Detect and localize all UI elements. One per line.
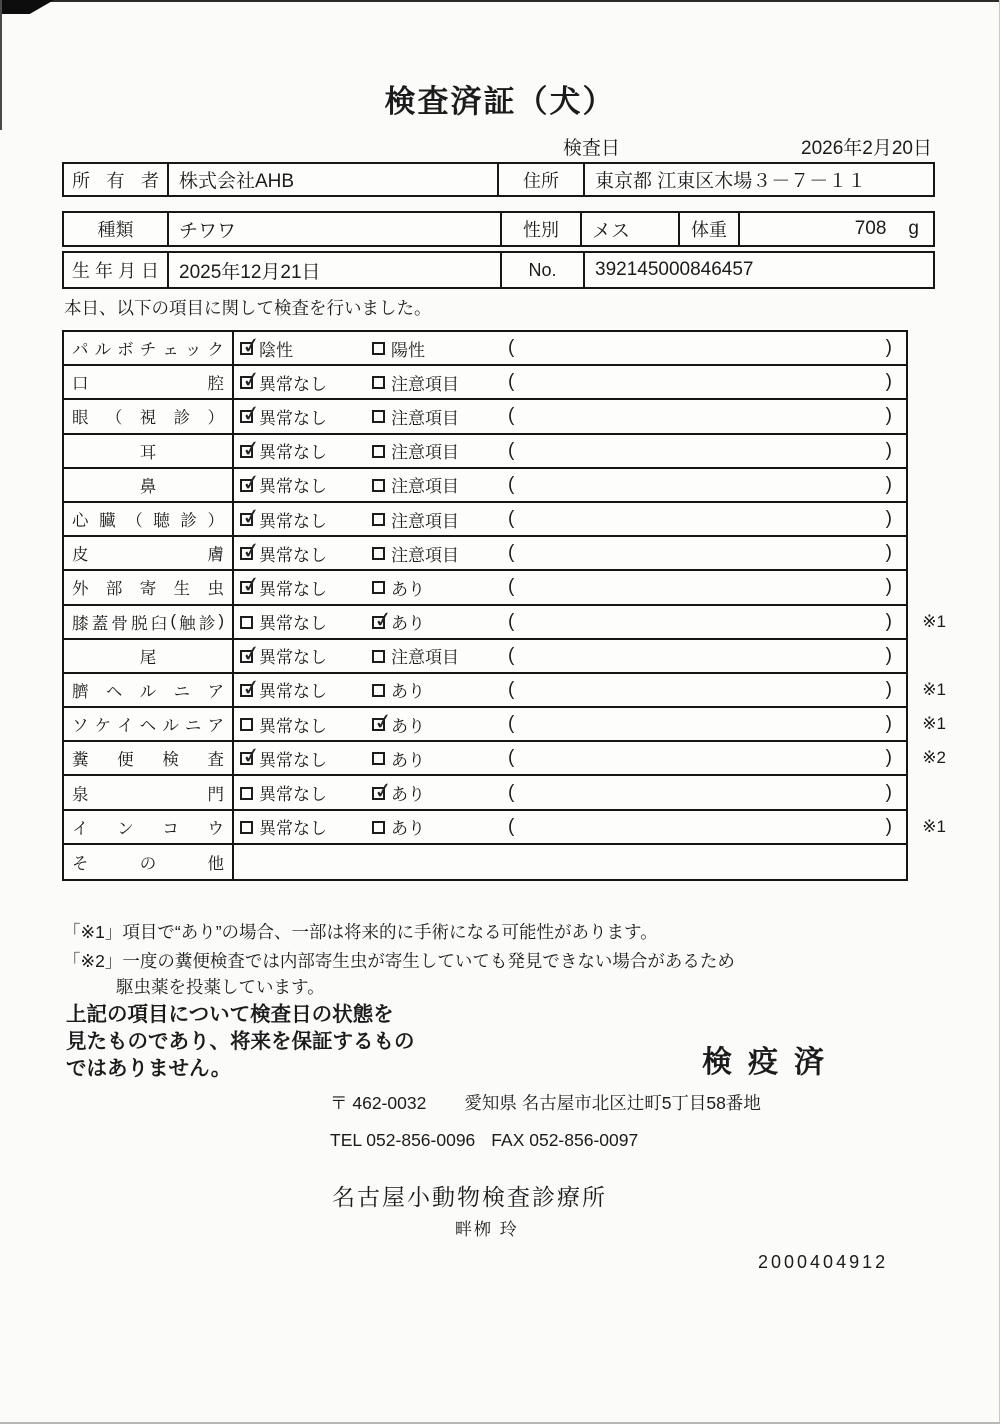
option-2-label: 注意項目 [391,511,459,531]
checkbox-unchecked [372,650,385,663]
birthdate-label-cell [64,253,169,287]
check-mark: ✓ [240,434,263,462]
option-1-label: 異常なし [259,648,327,668]
option-2-label: あり [391,579,425,599]
item-result [234,332,906,364]
owner-label-cell [64,164,169,195]
option-2-label: 注意項目 [391,545,459,565]
remarks-field: ( ) [508,337,892,359]
option-1-label: 異常なし [259,477,327,497]
scan-edge-top [0,0,1000,2]
quarantine-stamp: 検疫済 [702,1046,840,1079]
disclaimer-line-3: ではありません。 [66,1057,232,1080]
disclaimer-line-1: 上記の項目について検査日の状態を [66,1003,394,1026]
checkbox-unchecked [372,547,385,560]
clinic-tel: TEL 052-856-0096 [330,1130,476,1150]
item-result [234,640,906,672]
owner-label: 所 有 者 [72,170,159,191]
result-option-2 [372,707,508,737]
clinic-address-line [330,1090,761,1115]
item-label: 皮 膚 [64,537,234,569]
serial-number: 2000404912 [758,1252,889,1272]
item-result [234,503,906,535]
option-1-label: 異常なし [259,750,327,770]
option-1-label: 異常なし [259,374,327,394]
remarks-field: ( ) [508,473,892,495]
option-2-label: 注意項目 [391,408,459,428]
item-label: そ の 他 [64,845,234,879]
item-label: 泉 門 [64,776,234,808]
item-result [234,469,906,501]
checkbox-unchecked [372,376,385,389]
remarks-field: ( ) [508,747,892,769]
inspection-row [64,845,906,879]
result-option-2 [372,438,508,463]
result-option-2 [372,643,508,668]
footnote-ref: ※1 [922,611,946,631]
veterinarian-name: 畔栁 玲 [455,1220,519,1239]
item-label: 心 臓 （ 聴 診 ） [64,503,234,535]
result-option-1 [240,571,372,600]
item-result [234,674,906,706]
item-result [234,606,906,638]
remarks-field: ( ) [508,405,892,427]
footnote-2: 「※2」一度の糞便検査では内部寄生虫が寄生していても発見できない場合があるため [63,951,735,971]
remarks-field: ( ) [508,815,892,837]
checkbox-checked [372,707,395,736]
clinic-address: 愛知県 名古屋市北区辻町5丁目58番地 [464,1093,761,1113]
option-2-label: あり [391,716,425,736]
item-label: ソ ケ イ ヘ ル ニ ア [64,708,234,740]
inspection-row [64,400,906,434]
checkbox-unchecked [240,787,253,800]
remarks-field: ( ) [508,678,892,700]
footnote-ref: ※2 [922,748,946,768]
item-result [234,776,906,808]
option-1-label: 異常なし [259,443,327,463]
address-value-cell: 東京都 江東区木場３－７－１１ [595,171,867,192]
check-mark: ✓ [240,366,263,394]
scan-corner-artifact [0,0,54,14]
checkbox-unchecked [240,718,253,731]
checkbox-checked [240,571,263,599]
checkbox-checked [240,742,263,770]
number-value-cell: 392145000846457 [595,259,754,280]
footnote-ref: ※1 [922,679,946,699]
result-option-2 [372,746,508,771]
postal-code: 〒 462-0032 [330,1093,427,1113]
item-result [234,435,906,467]
option-1-label: 異常なし [259,408,327,428]
result-option-1 [240,502,372,532]
result-option-1 [240,366,372,395]
result-option-2 [372,472,508,497]
check-mark: ✓ [240,742,263,770]
birthdate-value-cell: 2025年12月21日 [169,253,502,287]
birthdate-label: 生 年 月 日 [72,261,159,281]
checkbox-checked [240,673,263,702]
item-label: 尾 [64,640,234,672]
checkbox-unchecked [372,410,385,423]
document-title: 検査済証（犬） [384,84,616,119]
inspection-row [64,537,906,571]
check-mark: ✓ [240,468,263,497]
check-mark: ✓ [240,571,263,599]
result-option-2 [372,336,508,361]
result-option-1 [240,639,372,668]
option-1-label: 異常なし [259,716,327,736]
checkbox-checked [372,605,395,633]
result-option-1 [240,331,372,361]
result-option-2 [372,605,508,634]
inspection-row [64,469,906,503]
checkbox-unchecked [240,616,253,629]
inspection-row [64,640,906,674]
inspection-row [64,811,946,845]
item-label: パ ル ボ チ ェ ッ ク [64,332,234,364]
check-mark: ✓ [372,776,395,804]
inspection-date-label: 検査日 [563,138,621,159]
checkbox-unchecked [372,752,385,765]
option-1-label: 異常なし [259,545,327,565]
owner-table [62,162,935,197]
option-1-label: 陰性 [259,340,293,360]
checkbox-checked [240,331,263,360]
check-mark: ✓ [240,331,263,360]
result-option-1 [240,712,372,737]
item-label: 口 腔 [64,366,234,398]
checkbox-checked [240,639,263,667]
check-mark: ✓ [372,605,395,633]
inspection-row [64,673,946,708]
footnote-1: 「※1」項目で“あり”の場合、一部は将来的に手術になる可能性があります。 [63,922,658,942]
option-2-label: 注意項目 [391,374,459,394]
item-result [234,845,906,879]
sex-label-cell: 性別 [502,213,582,245]
clinic-fax: FAX 052-856-0097 [491,1130,639,1150]
option-1-label: 異常なし [259,819,327,839]
remarks-field: ( ) [508,439,892,461]
item-result [234,811,906,843]
checkbox-checked [240,502,263,531]
inspection-row [64,332,906,366]
result-option-1 [240,780,372,805]
checkbox-checked [240,400,263,428]
result-option-1 [240,400,372,429]
item-result [234,537,906,569]
item-label: 膝 蓋 骨 脱 臼 ( 触 診 ) [64,606,234,638]
checkbox-unchecked [372,513,385,526]
result-option-2 [372,677,508,702]
result-option-2 [372,575,508,600]
checkbox-unchecked [372,479,385,492]
result-option-1 [240,673,372,702]
inspection-row [64,776,906,810]
checkbox-unchecked [372,684,385,697]
number-label-cell: No. [502,253,585,287]
sex-value-cell: メス [582,213,680,245]
option-1-label: 異常なし [259,579,327,599]
remarks-field: ( ) [508,576,892,598]
result-option-1 [240,537,372,566]
item-result [234,400,906,432]
item-label: 外 部 寄 生 虫 [64,571,234,603]
option-1-label: 異常なし [259,682,327,702]
pet-table-row1 [62,211,935,247]
option-2-label: 陽性 [391,340,425,360]
disclaimer-text [66,1001,415,1082]
check-mark: ✓ [240,537,263,565]
result-option-1 [240,742,372,771]
option-2-label: 注意項目 [391,477,459,497]
item-label: イ ン コ ウ [64,811,234,843]
inspection-row [64,742,946,776]
inspection-row [64,571,906,605]
inspection-date-value: 2026年2月20日 [801,138,932,159]
remarks-field: ( ) [508,781,892,803]
checkbox-unchecked [372,581,385,594]
result-option-2 [372,370,508,395]
option-2-label: 注意項目 [391,443,459,463]
checkbox-unchecked [372,821,385,834]
remarks-field: ( ) [508,508,892,530]
remarks-field: ( ) [508,542,892,564]
weight-unit: g [908,218,919,239]
weight-value-cell [740,213,933,245]
checkbox-checked [240,434,263,462]
checkbox-checked [372,776,395,804]
weight-value: 708 [854,218,887,239]
option-2-label: 注意項目 [391,648,459,668]
item-label: 鼻 [64,469,234,501]
result-option-1 [240,814,372,839]
item-result [234,708,906,740]
footnote-ref: ※1 [922,714,946,734]
clinic-telfax-line [330,1130,638,1151]
result-option-1 [240,434,372,463]
item-result [234,571,906,603]
remarks-field: ( ) [508,610,892,632]
inspection-table [62,330,946,881]
weight-label-cell: 体重 [680,213,740,245]
option-1-label: 異常なし [259,614,327,634]
result-option-1 [240,468,372,497]
item-label: 眼 （ 視 診 ） [64,400,234,432]
result-option-2 [372,541,508,566]
option-2-label: あり [391,750,425,770]
clinic-name: 名古屋小動物検査診療所 [332,1184,607,1210]
remarks-field: ( ) [508,644,892,666]
result-option-1 [240,609,372,634]
item-label: 臍 ヘ ル ニ ア [64,674,234,706]
breed-value-cell: チワワ [169,213,502,245]
result-option-2 [372,776,508,805]
item-label: 糞 便 検 査 [64,742,234,774]
remarks-field: ( ) [508,713,892,735]
result-option-2 [372,404,508,429]
item-result [234,742,906,774]
result-option-2 [372,814,508,839]
breed-label-cell: 種類 [64,213,169,245]
checkbox-checked [240,366,263,394]
check-mark: ✓ [240,673,263,702]
inspection-row [64,366,906,400]
inspection-row [64,707,946,742]
footnote-2-continued: 駆虫薬を投薬しています。 [116,977,325,997]
checkbox-unchecked [240,821,253,834]
address-label-cell: 住所 [499,164,585,195]
option-1-label: 異常なし [259,785,327,805]
check-mark: ✓ [240,639,263,667]
owner-value-cell: 株式会社AHB [169,164,499,195]
checkbox-unchecked [372,342,385,355]
option-2-label: あり [391,682,425,702]
inspection-row [64,503,906,537]
inspection-row [64,435,906,469]
disclaimer-line-2: 見たものであり、将来を保証するもの [66,1030,415,1053]
item-label: 耳 [64,435,234,467]
option-2-label: あり [391,614,425,634]
check-mark: ✓ [372,707,395,736]
inspection-row [64,605,946,640]
result-option-2 [372,507,508,532]
check-mark: ✓ [240,400,263,428]
footnote-ref: ※1 [922,816,946,836]
option-2-label: あり [391,785,425,805]
check-mark: ✓ [240,502,263,531]
checkbox-checked [240,537,263,565]
checkbox-unchecked [372,445,385,458]
option-1-label: 異常なし [259,511,327,531]
option-2-label: あり [391,819,425,839]
remarks-field: ( ) [508,371,892,393]
item-result [234,366,906,398]
pet-table-row2 [62,251,935,289]
checkbox-checked [240,468,263,497]
intro-text: 本日、以下の項目に関して検査を行いました。 [64,298,432,318]
